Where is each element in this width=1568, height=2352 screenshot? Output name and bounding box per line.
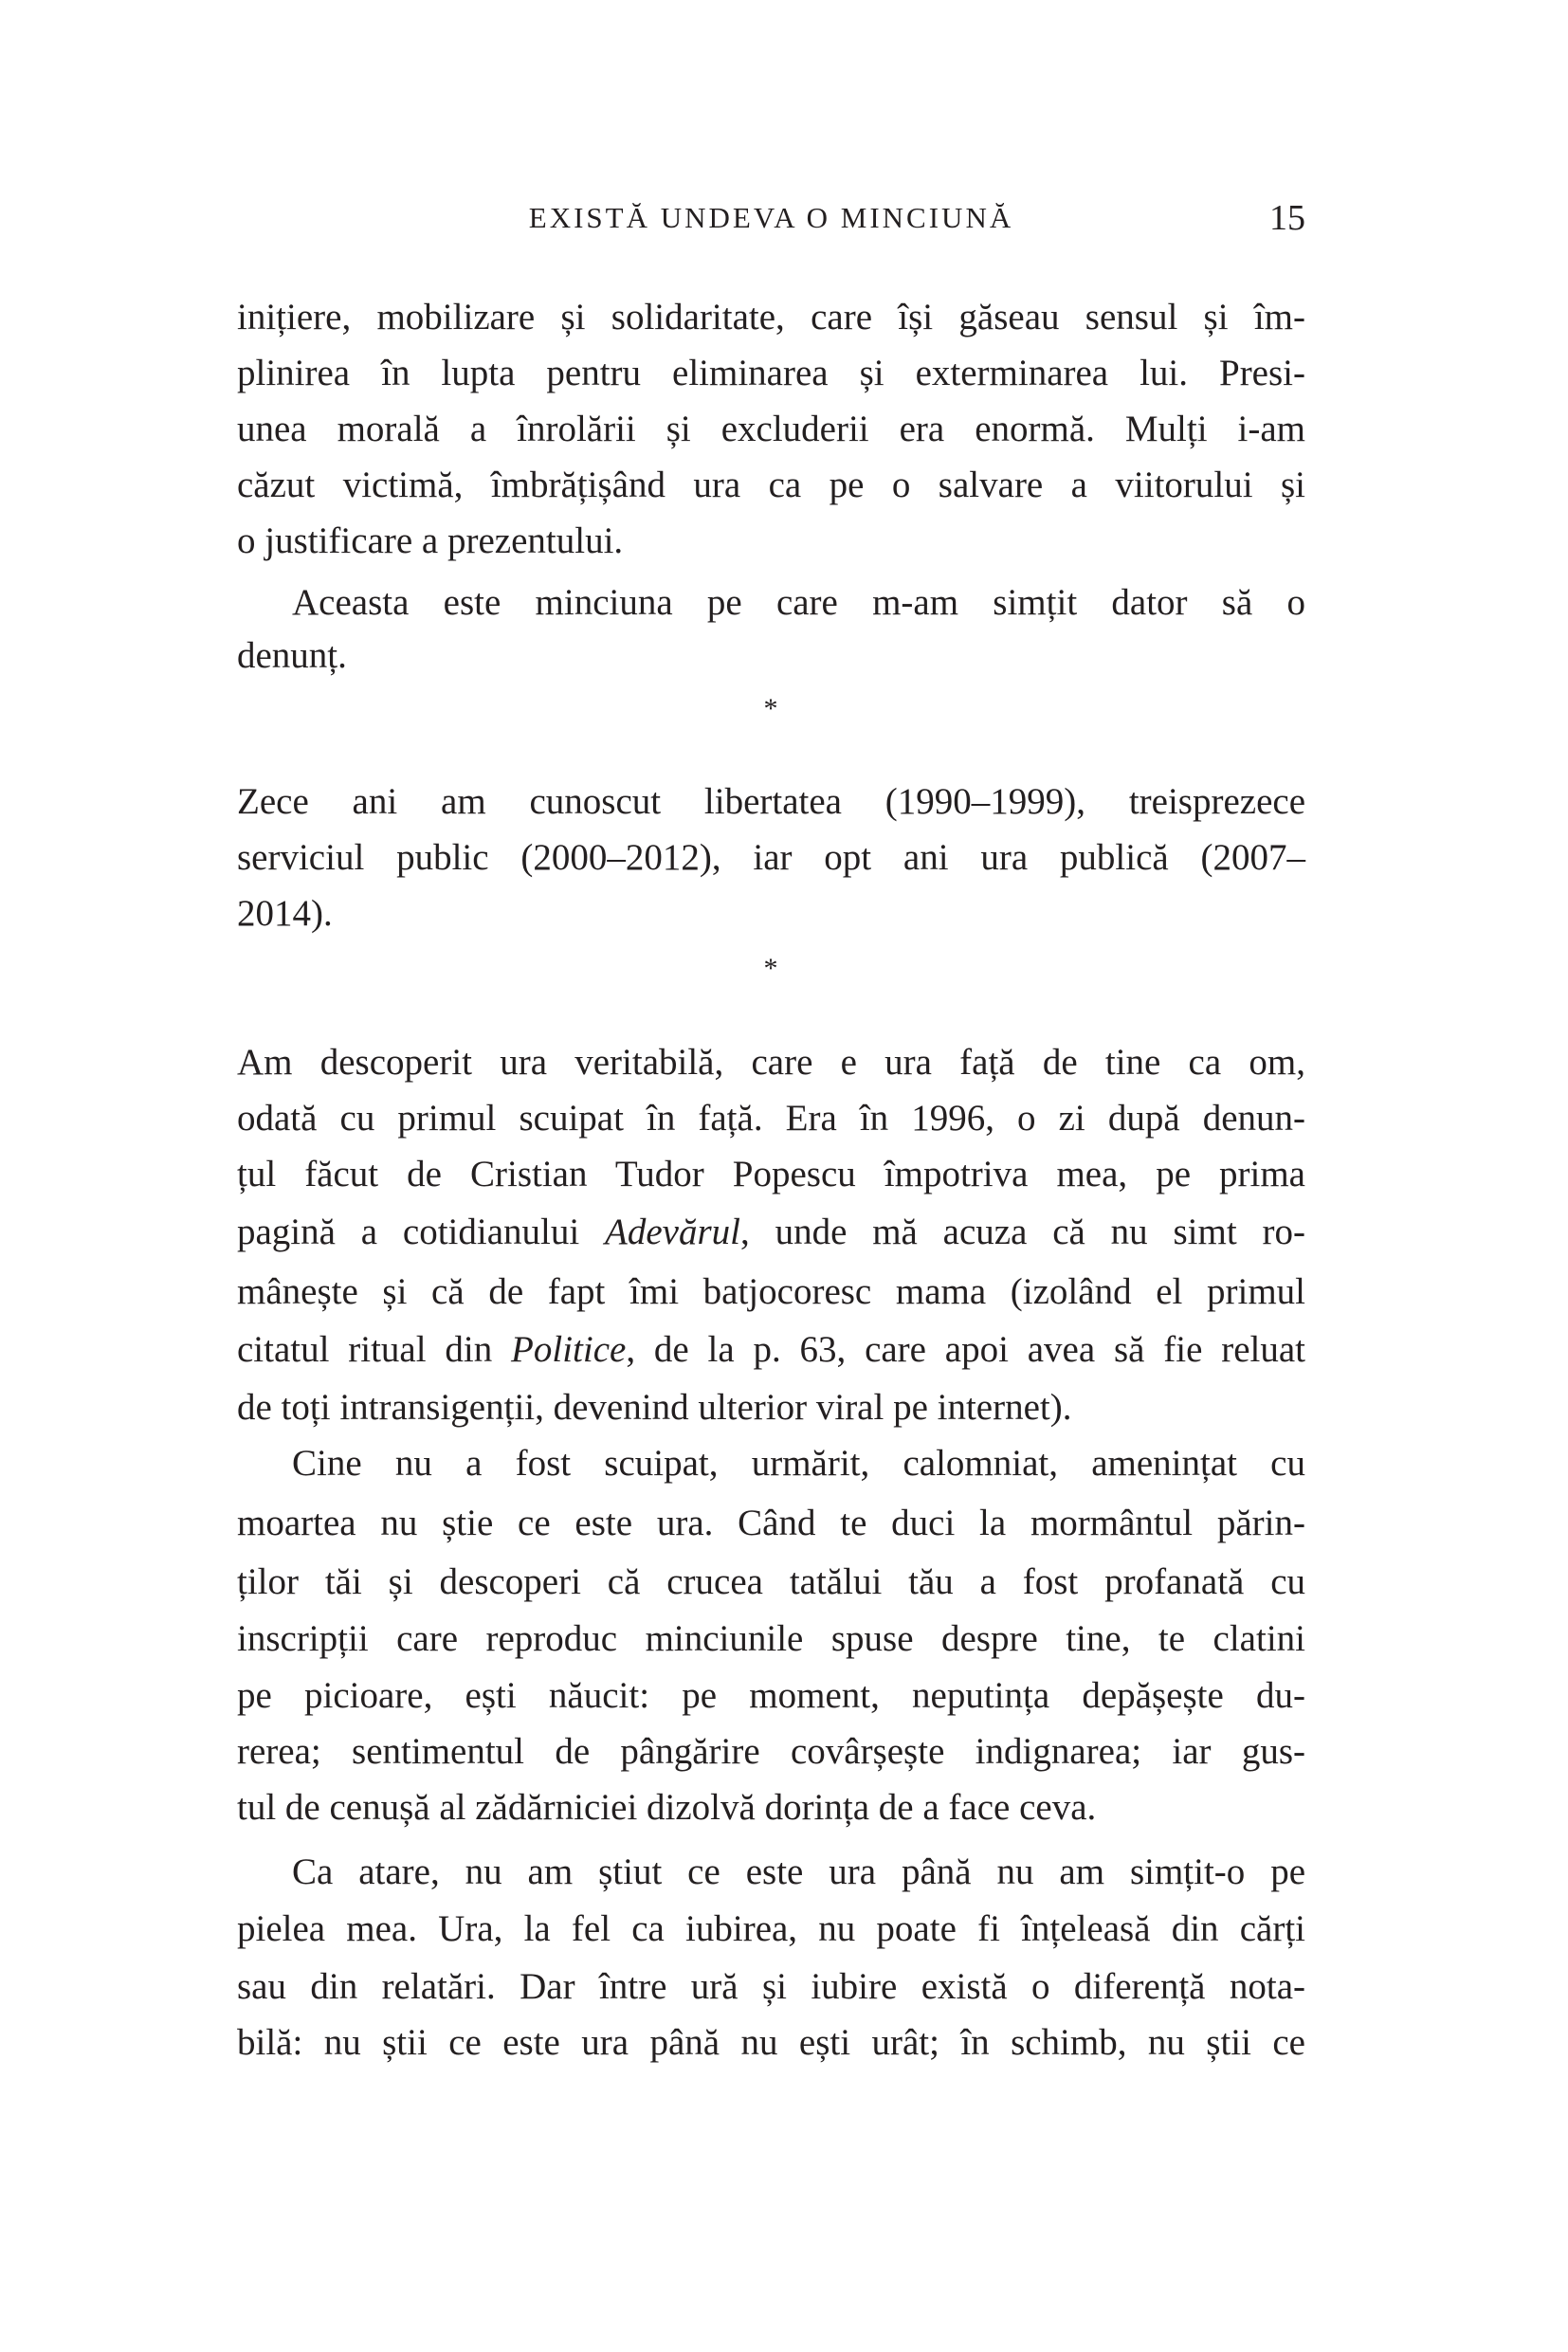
text-segment: de toți intransigenții, devenind ulterior viral pe internet).	[237, 1387, 1072, 1428]
text-segment: pe picioare, ești năucit: pe moment, neputința depășește du-	[237, 1675, 1305, 1716]
text-segment: denunț.	[237, 635, 347, 676]
text-line-content	[237, 401, 1305, 458]
italic-title: Politice	[511, 1329, 627, 1370]
text-line-content	[237, 345, 1305, 402]
text-line	[237, 628, 1305, 684]
text-line-content	[237, 1611, 1305, 1668]
text-segment: plinirea în lupta pentru eliminarea și exterminarea lui. Presi-	[237, 353, 1305, 393]
text-segment: serviciul public (2000–2012), iar opt ani ura publică (2007–	[237, 837, 1305, 878]
text-segment: țul făcut de Cristian Tudor Popescu împotriva mea, pe prima	[237, 1154, 1305, 1194]
text-line	[237, 1090, 1305, 1147]
text-segment: tul de cenușă al zădărniciei dizolvă dorința de a face ceva.	[237, 1787, 1097, 1828]
text-line-content	[237, 1901, 1305, 1958]
text-segment: rerea; sentimentul de pângărire covârșește indignarea; iar gus-	[237, 1731, 1305, 1772]
text-line	[237, 513, 1305, 570]
text-segment: ților tăi și descoperi că crucea tatălui tău a fost profanată cu	[237, 1561, 1305, 1602]
text-line-content	[237, 513, 623, 570]
text-line	[237, 1204, 1305, 1261]
text-line-content	[292, 1844, 1305, 1901]
text-line	[237, 1379, 1305, 1436]
text-line-content	[237, 1264, 1305, 1321]
text-line-content	[237, 830, 1305, 886]
text-line-content	[237, 1723, 1305, 1780]
text-segment: Am descoperit ura veritabilă, care e ura față de tine ca om,	[237, 1042, 1305, 1083]
text-segment: pagină a cotidianului	[237, 1212, 606, 1252]
text-segment: odată cu primul scuipat în față. Era în 1996, o zi după denun-	[237, 1098, 1305, 1139]
text-line	[237, 1034, 1305, 1091]
text-line-content	[292, 1435, 1305, 1492]
text-line	[237, 1554, 1305, 1611]
text-line-content	[237, 1779, 1096, 1836]
text-line-content	[237, 1322, 1305, 1378]
text-segment: 2014).	[237, 893, 333, 934]
italic-title: Adevărul	[605, 1212, 740, 1252]
text-line	[237, 457, 1305, 514]
text-line	[237, 1264, 1305, 1321]
text-line	[237, 1435, 1305, 1492]
text-segment: căzut victimă, îmbrățișând ura ca pe o salvare a viitorului și	[237, 465, 1305, 505]
text-segment: moartea nu știe ce este ura. Când te duci la mormântul părin-	[237, 1503, 1305, 1543]
text-line	[237, 885, 1305, 942]
text-line	[237, 1959, 1305, 2015]
text-segment: Aceasta este minciuna pe care m-am simțit dator să o	[292, 582, 1305, 623]
text-line	[237, 2015, 1305, 2071]
text-segment: , de la p. 63, care apoi avea să fie reluat	[626, 1329, 1305, 1370]
text-segment: pielea mea. Ura, la fel ca iubirea, nu poate fi înțeleasă din cărți	[237, 1908, 1305, 1949]
text-segment: Zece ani am cunoscut libertatea (1990–1999), treisprezece	[237, 781, 1305, 822]
text-line	[237, 774, 1305, 830]
text-segment: sau din relatări. Dar între ură și iubire există o diferență nota-	[237, 1966, 1305, 2007]
text-segment: inițiere, mobilizare și solidaritate, care își găseau sensul și îm-	[237, 297, 1305, 337]
text-line	[237, 1611, 1305, 1668]
text-line	[237, 1844, 1305, 1901]
text-segment: unea morală a înrolării și excluderii era enormă. Mulți i-am	[237, 409, 1305, 449]
text-line-content	[237, 1495, 1305, 1552]
text-line-content	[237, 289, 1305, 346]
text-line-content	[237, 1554, 1305, 1611]
text-line	[237, 289, 1305, 346]
text-line-content	[237, 1204, 1305, 1261]
text-line-content	[292, 574, 1305, 631]
text-segment: inscripții care reproduc minciunile spuse despre tine, te clatini	[237, 1618, 1305, 1659]
text-line-content	[237, 2015, 1305, 2071]
text-line	[237, 1779, 1305, 1836]
text-segment: o justificare a prezentului.	[237, 520, 624, 561]
text-line-content	[237, 1668, 1305, 1724]
text-line-content	[237, 1146, 1305, 1203]
text-line-content	[237, 457, 1305, 514]
text-segment: , unde mă acuza că nu simt ro-	[740, 1212, 1305, 1252]
text-line	[237, 1723, 1305, 1780]
text-segment: bilă: nu știi ce este ura până nu ești urât; în schimb, nu știi ce	[237, 2022, 1305, 2063]
section-separator: *	[763, 953, 778, 984]
text-line	[237, 345, 1305, 402]
text-segment: citatul ritual din	[237, 1329, 512, 1370]
text-line-content	[237, 885, 333, 942]
text-line	[237, 1495, 1305, 1552]
section-separator: *	[763, 693, 778, 724]
text-line-content	[237, 1379, 1072, 1436]
text-line-content	[237, 1034, 1305, 1091]
text-line	[237, 1901, 1305, 1958]
text-line-content	[237, 774, 1305, 830]
text-segment: mânește și că de fapt îmi batjocoresc mama (izolând el primul	[237, 1271, 1305, 1312]
running-header	[237, 194, 1305, 242]
text-line-content	[237, 1959, 1305, 2015]
text-line-content	[237, 628, 347, 684]
text-line	[237, 1146, 1305, 1203]
text-segment: Ca atare, nu am știut ce este ura până nu am simțit-o pe	[292, 1851, 1305, 1892]
text-line	[237, 830, 1305, 886]
text-line	[237, 401, 1305, 458]
text-line	[237, 1322, 1305, 1378]
page-number: 15	[1269, 198, 1305, 238]
text-line	[237, 1668, 1305, 1724]
text-line	[237, 574, 1305, 631]
text-segment: Cine nu a fost scuipat, urmărit, calomniat, amenințat cu	[292, 1443, 1305, 1484]
running-title: EXISTĂ UNDEVA O MINCIUNĂ	[528, 201, 1014, 234]
text-line-content	[237, 1090, 1305, 1147]
